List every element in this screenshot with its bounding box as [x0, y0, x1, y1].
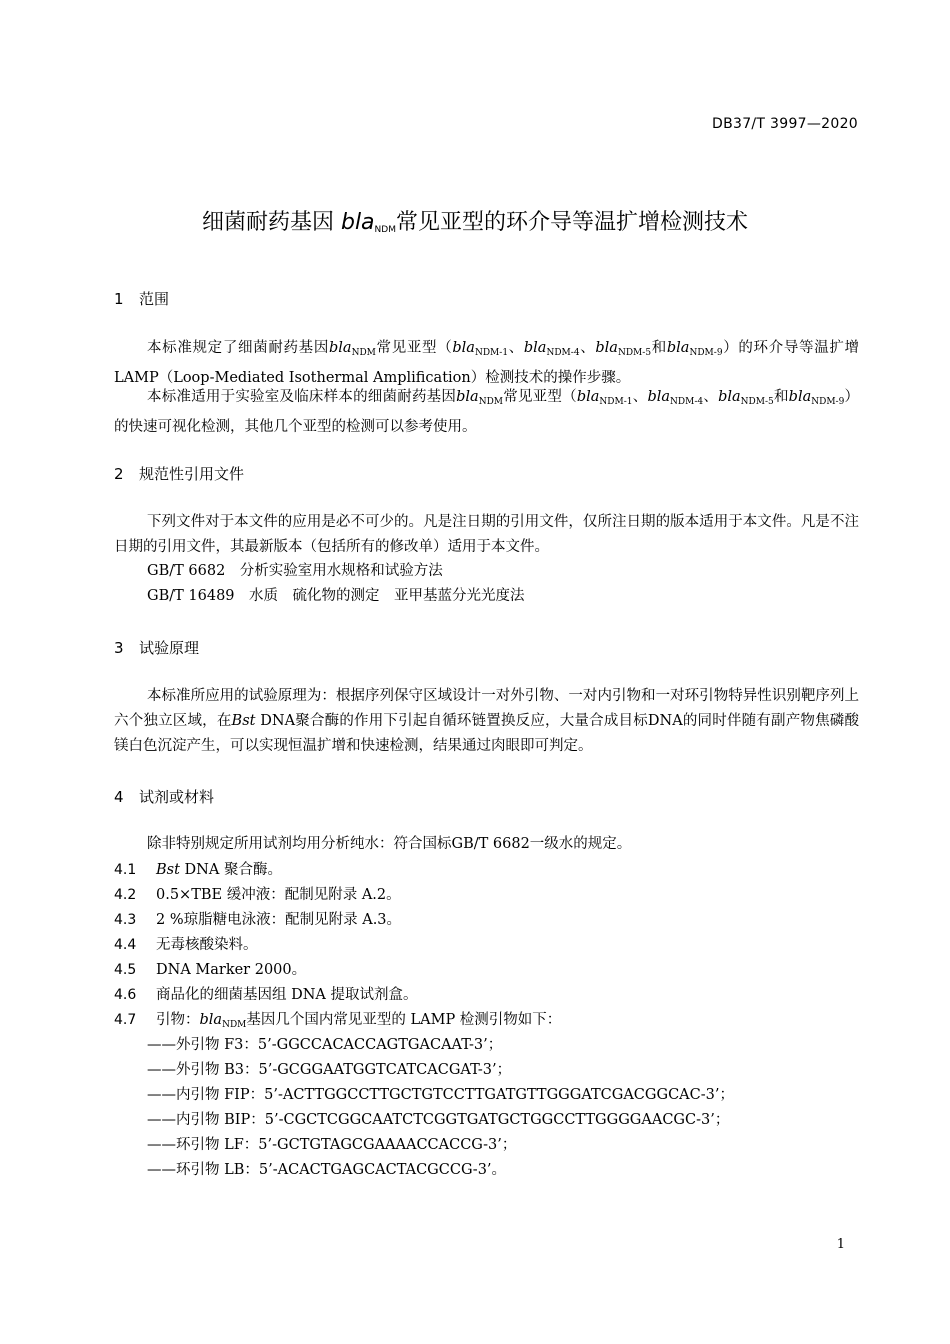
primer-item: ——环引物 LB：5’-ACACTGAGCACTACGCCG-3’。 — [147, 1162, 507, 1178]
section-4-paragraph: 除非特别规定所用试剂均用分析纯水：符合国标GB/T 6682一级水的规定。 — [147, 836, 632, 852]
list-item: 4.4 无毒核酸染料。 — [114, 937, 258, 953]
standard-number: DB37/T 3997—2020 — [712, 116, 858, 132]
primer-item: ——内引物 FIP：5’-ACTTGGCCTTGCTGTCCTTGATGTTGGGATCGACGGCAC-3’； — [147, 1087, 734, 1103]
page-number: 1 — [836, 1237, 845, 1252]
primer-item: ——外引物 F3：5’-GGCCACACCAGTGACAAT-3’； — [147, 1037, 503, 1053]
list-item: 4.1 Bst DNA 聚合酶。 — [114, 862, 282, 878]
reference-item: GB/T 16489 水质 硫化物的测定 亚甲基蓝分光光度法 — [147, 588, 525, 604]
reference-item: GB/T 6682 分析实验室用水规格和试验方法 — [147, 563, 443, 579]
section-4-heading: 4 试剂或材料 — [114, 788, 215, 806]
list-item: 4.7 引物：bla$_{NDM}$基因几个国内常见亚型的 LAMP 检测引物如下： — [114, 1012, 562, 1030]
section-1-paragraph-2: 本标准适用于实验室及临床样本的细菌耐药基因bla$_{NDM}$常见亚型（bla$_{NDM-1}$、bla$_{NDM-4}$、bla$_{NDM-5}$和bla$_{NDM-9}$）的快速可视化检测，其他几个亚型的检测可以参考使用。 — [114, 389, 860, 435]
document-title: 细菌耐药基因 bla$_{NDM}$常见亚型的环介导等温扩增检测技术 — [201, 210, 748, 235]
primer-item: ——环引物 LF：5’-GCTGTAGCGAAAACCACCG-3’； — [147, 1137, 517, 1153]
list-item: 4.3 2 %琼脂糖电泳液：配制见附录 A.3。 — [114, 912, 402, 928]
section-3-heading: 3 试验原理 — [114, 639, 200, 657]
list-item: 4.6 商品化的细菌基因组 DNA 提取试剂盒。 — [114, 987, 418, 1003]
section-1-heading: 1 范围 — [114, 290, 170, 308]
section-3-paragraph: 本标准所应用的试验原理为：根据序列保守区域设计一对外引物、一对内引物和一对环引物特异性识别靶序列上六个独立区域，在Bst DNA聚合酶的作用下引起自循环链置换反应，大量合成目标DNA的同时伴随有副产物焦磷酸镁白色沉淀产生，可以实现恒温扩增和快速检测，结果通过肉眼即可判定。 — [114, 688, 859, 754]
list-item: 4.2 0.5×TBE 缓冲液：配制见附录 A.2。 — [114, 887, 401, 903]
section-2-paragraph: 下列文件对于本文件的应用是必不可少的。凡是注日期的引用文件，仅所注日期的版本适用于本文件。凡是不注日期的引用文件，其最新版本（包括所有的修改单）适用于本文件。 — [114, 514, 859, 555]
list-item: 4.5 DNA Marker 2000。 — [114, 962, 307, 978]
primer-item: ——内引物 BIP：5’-CGCTCGGCAATCTCGGTGATGCTGGCCTTGGGGAACGC-3’； — [147, 1112, 730, 1128]
section-2-heading: 2 规范性引用文件 — [114, 465, 245, 483]
primer-item: ——外引物 B3：5’-GCGGAATGGTCATCACGAT-3’； — [147, 1062, 512, 1078]
section-1-paragraph-1: 本标准规定了细菌耐药基因bla$_{NDM}$常见亚型（bla$_{NDM-1}$、bla$_{NDM-4}$、bla$_{NDM-5}$和bla$_{NDM-9}$）的环介导等温扩增LAMP（Loop-Mediated Isothermal Amplification）检测技术的操作步骤。 — [114, 340, 860, 386]
